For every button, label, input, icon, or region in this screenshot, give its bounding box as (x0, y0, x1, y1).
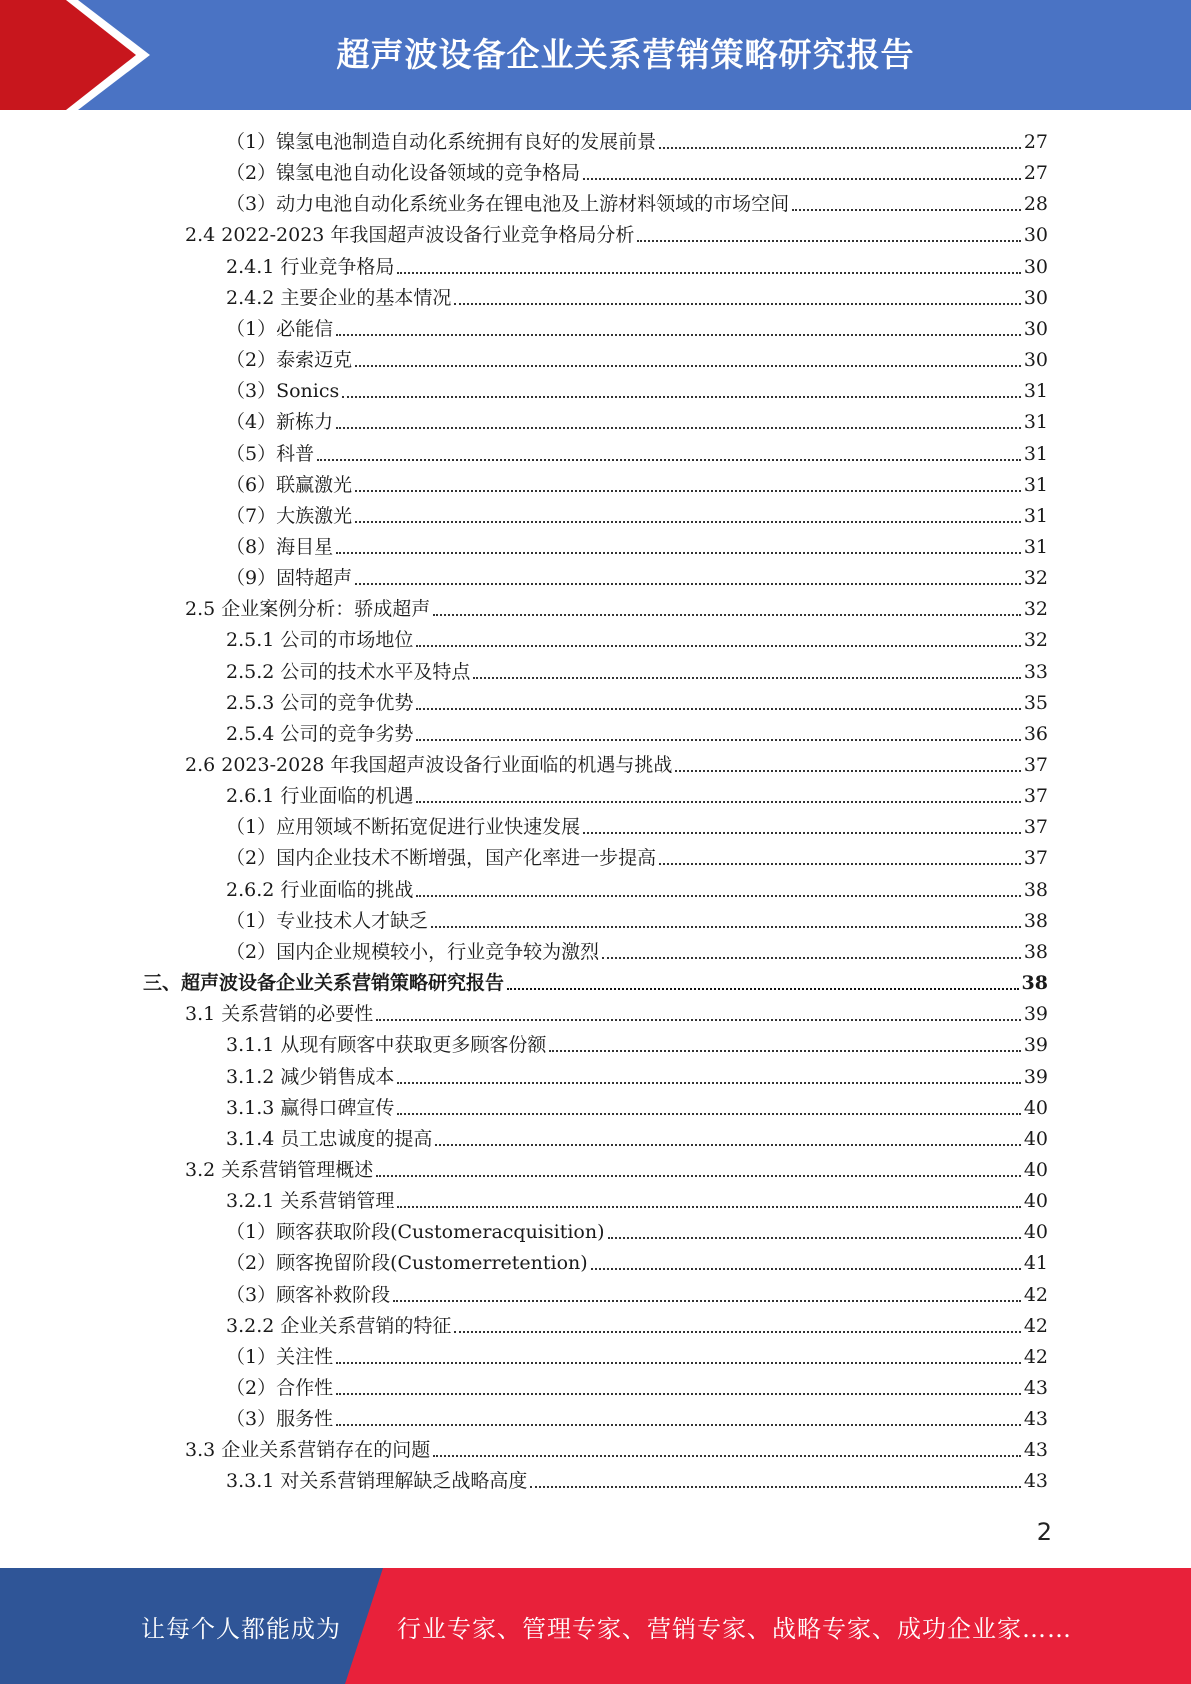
toc-entry[interactable] (226, 470, 1048, 501)
toc-dot-leader (336, 427, 1021, 429)
toc-entry-title: （2）合作性 (226, 1377, 334, 1399)
toc-dot-leader (355, 583, 1021, 585)
toc-entry-title: （3）服务性 (226, 1408, 334, 1431)
toc-entry[interactable] (226, 1280, 1048, 1311)
toc-dot-leader (608, 1237, 1021, 1239)
toc-entry[interactable] (226, 1466, 1048, 1497)
toc-entry[interactable] (226, 1248, 1048, 1279)
toc-entry-page: 38 (1023, 878, 1048, 901)
toc-entry-title: （1）专业技术人才缺乏 (226, 909, 429, 932)
toc-dot-leader (397, 1113, 1020, 1115)
toc-dot-leader (317, 459, 1021, 461)
toc-entry[interactable] (185, 1155, 1048, 1186)
toc-entry-page: 31 (1023, 504, 1048, 527)
toc-entry[interactable] (226, 625, 1048, 656)
toc-entry[interactable] (226, 1217, 1048, 1248)
toc-entry-title: （5）科普 (226, 442, 315, 465)
toc-entry-title: （1）必能信 (226, 317, 334, 340)
toc-dot-leader (435, 1144, 1020, 1146)
toc-entry-title: 2.5.1 公司的市场地位 (226, 629, 414, 652)
toc-entry-page: 37 (1023, 754, 1048, 776)
toc-entry-title: （3）动力电池自动化系统业务在锂电池及上游材料领域的市场空间 (226, 193, 790, 216)
page-header (0, 0, 1191, 110)
toc-entry-page: 42 (1023, 1314, 1048, 1337)
toc-dot-leader (355, 490, 1021, 492)
toc-entry-page: 32 (1023, 629, 1048, 652)
toc-entry[interactable] (185, 999, 1048, 1030)
toc-entry-page: 42 (1023, 1345, 1048, 1368)
report-title: 超声波设备企业关系营销策略研究报告 (336, 34, 915, 74)
toc-entry-title: （7）大族激光 (226, 504, 353, 527)
toc-dot-leader (549, 1050, 1020, 1052)
toc-entry-title: （8）海目星 (226, 535, 334, 558)
toc-entry-page: 43 (1023, 1408, 1048, 1431)
toc-dot-leader (336, 1362, 1021, 1364)
toc-entry-page: 32 (1023, 567, 1048, 590)
toc-entry-title: （9）固特超声 (226, 567, 353, 590)
toc-entry[interactable] (226, 563, 1048, 594)
toc-dot-leader (376, 1019, 1021, 1021)
toc-entry-page: 30 (1023, 349, 1048, 372)
toc-entry[interactable] (226, 1373, 1048, 1404)
toc-dot-leader (416, 895, 1020, 897)
toc-entry-title: （2）国内企业规模较小，行业竞争较为激烈 (226, 940, 600, 963)
toc-dot-leader (336, 1424, 1021, 1426)
toc-entry[interactable] (143, 968, 1048, 999)
toc-entry-title: 3.1.4 员工忠诚度的提高 (226, 1127, 433, 1150)
toc-entry[interactable] (226, 719, 1048, 750)
toc-dot-leader (336, 1393, 1021, 1395)
toc-dot-leader (431, 926, 1021, 928)
toc-entry-title: 2.6 2023-2028 年我国超声波设备行业面临的机遇与挑战 (185, 754, 673, 776)
toc-entry-page: 37 (1023, 816, 1048, 839)
toc-entry-title: 2.4.2 主要企业的基本情况 (226, 286, 452, 309)
toc-dot-leader (336, 552, 1021, 554)
toc-entry-page: 38 (1023, 909, 1048, 932)
toc-entry-page: 31 (1023, 535, 1048, 558)
toc-entry-title: 2.4 2022-2023 年我国超声波设备行业竞争格局分析 (185, 224, 635, 247)
toc-dot-leader (433, 614, 1021, 616)
toc-dot-leader (416, 801, 1020, 803)
toc-entry[interactable] (226, 1311, 1048, 1342)
toc-entry-title: 3.1.2 减少销售成本 (226, 1065, 395, 1088)
toc-entry[interactable] (226, 843, 1048, 874)
toc-entry-page: 43 (1023, 1470, 1048, 1493)
toc-dot-leader (393, 1300, 1021, 1302)
toc-entry-page: 28 (1023, 193, 1048, 216)
toc-entry[interactable] (226, 376, 1048, 407)
toc-entry-page: 40 (1023, 1158, 1048, 1181)
toc-entry[interactable] (226, 1124, 1048, 1155)
toc-entry-page: 39 (1023, 1065, 1048, 1088)
toc-entry-page: 38 (1023, 940, 1048, 963)
toc-dot-leader (473, 677, 1020, 679)
toc-entry-page: 43 (1023, 1377, 1048, 1399)
toc-entry-title: （6）联赢激光 (226, 473, 353, 496)
toc-entry[interactable] (226, 314, 1048, 345)
toc-entry-page: 30 (1023, 224, 1048, 247)
toc-entry-title: （2）泰索迈克 (226, 349, 353, 372)
toc-entry-title: （2）镍氢电池自动化设备领域的竞争格局 (226, 162, 581, 185)
toc-entry[interactable] (226, 252, 1048, 283)
toc-dot-leader (416, 708, 1020, 710)
toc-entry-title: （1）镍氢电池制造自动化系统拥有良好的发展前景 (226, 131, 657, 153)
toc-dot-leader (792, 209, 1021, 211)
toc-entry-title: 2.5 企业案例分析：骄成超声 (185, 598, 431, 621)
toc-entry[interactable] (185, 220, 1048, 251)
toc-entry-title: 2.5.3 公司的竞争优势 (226, 691, 414, 714)
toc-entry[interactable] (226, 345, 1048, 376)
toc-entry-page: 31 (1023, 411, 1048, 434)
toc-entry[interactable] (226, 906, 1048, 937)
toc-entry[interactable] (226, 501, 1048, 532)
toc-entry-page: 39 (1023, 1003, 1048, 1026)
toc-entry[interactable] (226, 812, 1048, 843)
toc-entry-page: 30 (1023, 255, 1048, 278)
toc-entry-title: 2.5.4 公司的竞争劣势 (226, 722, 414, 745)
toc-dot-leader (637, 240, 1020, 242)
toc-entry-page: 41 (1023, 1252, 1048, 1275)
toc-entry-page: 43 (1023, 1439, 1048, 1462)
toc-dot-leader (342, 396, 1021, 398)
toc-entry-title: （1）关注性 (226, 1345, 334, 1368)
toc-dot-leader (507, 988, 1019, 990)
toc-entry[interactable] (226, 657, 1048, 688)
toc-entry-page: 40 (1023, 1127, 1048, 1150)
toc-entry[interactable] (226, 158, 1048, 189)
toc-entry[interactable] (226, 532, 1048, 563)
page-footer (0, 1568, 1191, 1684)
toc-entry-title: 3.3.1 对关系营销理解缺乏战略高度 (226, 1470, 528, 1493)
toc-entry-title: 2.5.2 公司的技术水平及特点 (226, 660, 471, 683)
toc-dot-leader (530, 1486, 1020, 1488)
toc-entry-title: （1）顾客获取阶段(Customeracquisition) (226, 1221, 605, 1244)
toc-dot-leader (397, 1206, 1020, 1208)
toc-entry-title: 2.6.1 行业面临的机遇 (226, 785, 414, 808)
toc-entry[interactable] (226, 937, 1048, 968)
toc-dot-leader (454, 303, 1020, 305)
toc-entry[interactable] (226, 283, 1048, 314)
toc-entry-page: 35 (1023, 691, 1048, 714)
toc-dot-leader (376, 1175, 1021, 1177)
toc-entry-page: 31 (1023, 442, 1048, 465)
toc-dot-leader (583, 178, 1021, 180)
toc-entry-page: 27 (1023, 162, 1048, 185)
toc-entry-page: 37 (1023, 847, 1048, 870)
toc-entry-page: 38 (1021, 972, 1048, 995)
toc-dot-leader (433, 1455, 1021, 1457)
toc-dot-leader (591, 1268, 1021, 1270)
toc-entry[interactable] (226, 189, 1048, 220)
toc-entry-title: 3.1.1 从现有顾客中获取更多顾客份额 (226, 1034, 547, 1057)
toc-entry[interactable] (226, 688, 1048, 719)
toc-entry-page: 31 (1023, 473, 1048, 496)
toc-entry[interactable] (226, 1404, 1048, 1435)
toc-dot-leader (675, 770, 1020, 772)
toc-entry[interactable] (226, 1186, 1048, 1217)
toc-dot-leader (454, 1331, 1020, 1333)
toc-entry[interactable] (226, 1030, 1048, 1061)
toc-entry[interactable] (185, 750, 1048, 781)
toc-entry-page: 31 (1023, 380, 1048, 403)
toc-entry-page: 40 (1023, 1190, 1048, 1213)
toc-entry-page: 30 (1023, 317, 1048, 340)
toc-entry-title: 3.2.1 关系营销管理 (226, 1190, 395, 1213)
toc-entry-title: 3.3 企业关系营销存在的问题 (185, 1439, 431, 1462)
toc-dot-leader (659, 147, 1021, 149)
toc-dot-leader (602, 957, 1021, 959)
toc-entry-title: 3.2 关系营销管理概述 (185, 1158, 374, 1181)
toc-dot-leader (397, 272, 1020, 274)
toc-entry-title: 3.1 关系营销的必要性 (185, 1003, 374, 1026)
toc-dot-leader (355, 521, 1021, 523)
toc-entry[interactable] (226, 127, 1048, 158)
toc-entry[interactable] (185, 1435, 1048, 1466)
toc-dot-leader (416, 645, 1020, 647)
toc-entry-page: 30 (1023, 286, 1048, 309)
toc-entry-page: 32 (1023, 598, 1048, 621)
toc-entry-page: 40 (1023, 1096, 1048, 1119)
toc-entry-title: 2.6.2 行业面临的挑战 (226, 878, 414, 901)
toc-entry-title: （4）新栋力 (226, 411, 334, 434)
toc-entry-title: （2）国内企业技术不断增强，国产化率进一步提高 (226, 847, 657, 870)
toc-entry-title: 三、超声波设备企业关系营销策略研究报告 (143, 972, 505, 995)
toc-entry-page: 42 (1023, 1283, 1048, 1306)
toc-entry[interactable] (226, 1093, 1048, 1124)
toc-dot-leader (416, 739, 1020, 741)
toc-entry-page: 33 (1023, 660, 1048, 683)
toc-entry-page: 27 (1023, 131, 1048, 153)
toc-entry[interactable] (226, 781, 1048, 812)
toc-entry[interactable] (226, 1062, 1048, 1093)
toc-entry-title: （1）应用领域不断拓宽促进行业快速发展 (226, 816, 581, 839)
toc-entry-title: 3.1.3 赢得口碑宣传 (226, 1096, 395, 1119)
toc-dot-leader (659, 863, 1021, 865)
toc-dot-leader (355, 365, 1021, 367)
toc-entry-page: 39 (1023, 1034, 1048, 1057)
toc-entry-page: 40 (1023, 1221, 1048, 1244)
toc-entry-title: （3）顾客补救阶段 (226, 1283, 391, 1306)
toc-entry[interactable] (226, 439, 1048, 470)
toc-entry[interactable] (226, 875, 1048, 906)
footer-slogan-right: 行业专家、管理专家、营销专家、战略专家、成功企业家…… (397, 1614, 1072, 1643)
toc-entry-page: 37 (1023, 785, 1048, 808)
toc-dot-leader (583, 832, 1021, 834)
toc-entry-page: 36 (1023, 722, 1048, 745)
toc-entry[interactable] (185, 594, 1048, 625)
toc-entry-title: 2.4.1 行业竞争格局 (226, 255, 395, 278)
footer-slogan-left: 让每个人都能成为 (141, 1614, 341, 1643)
toc-entry-title: （3）Sonics (226, 380, 340, 403)
toc-entry[interactable] (226, 1342, 1048, 1373)
page-number: 2 (1036, 1518, 1052, 1546)
toc-entry[interactable] (226, 407, 1048, 438)
toc-entry-title: 3.2.2 企业关系营销的特征 (226, 1314, 452, 1337)
toc-dot-leader (336, 334, 1021, 336)
toc-dot-leader (397, 1082, 1020, 1084)
toc-entry-title: （2）顾客挽留阶段(Customerretention) (226, 1252, 588, 1275)
